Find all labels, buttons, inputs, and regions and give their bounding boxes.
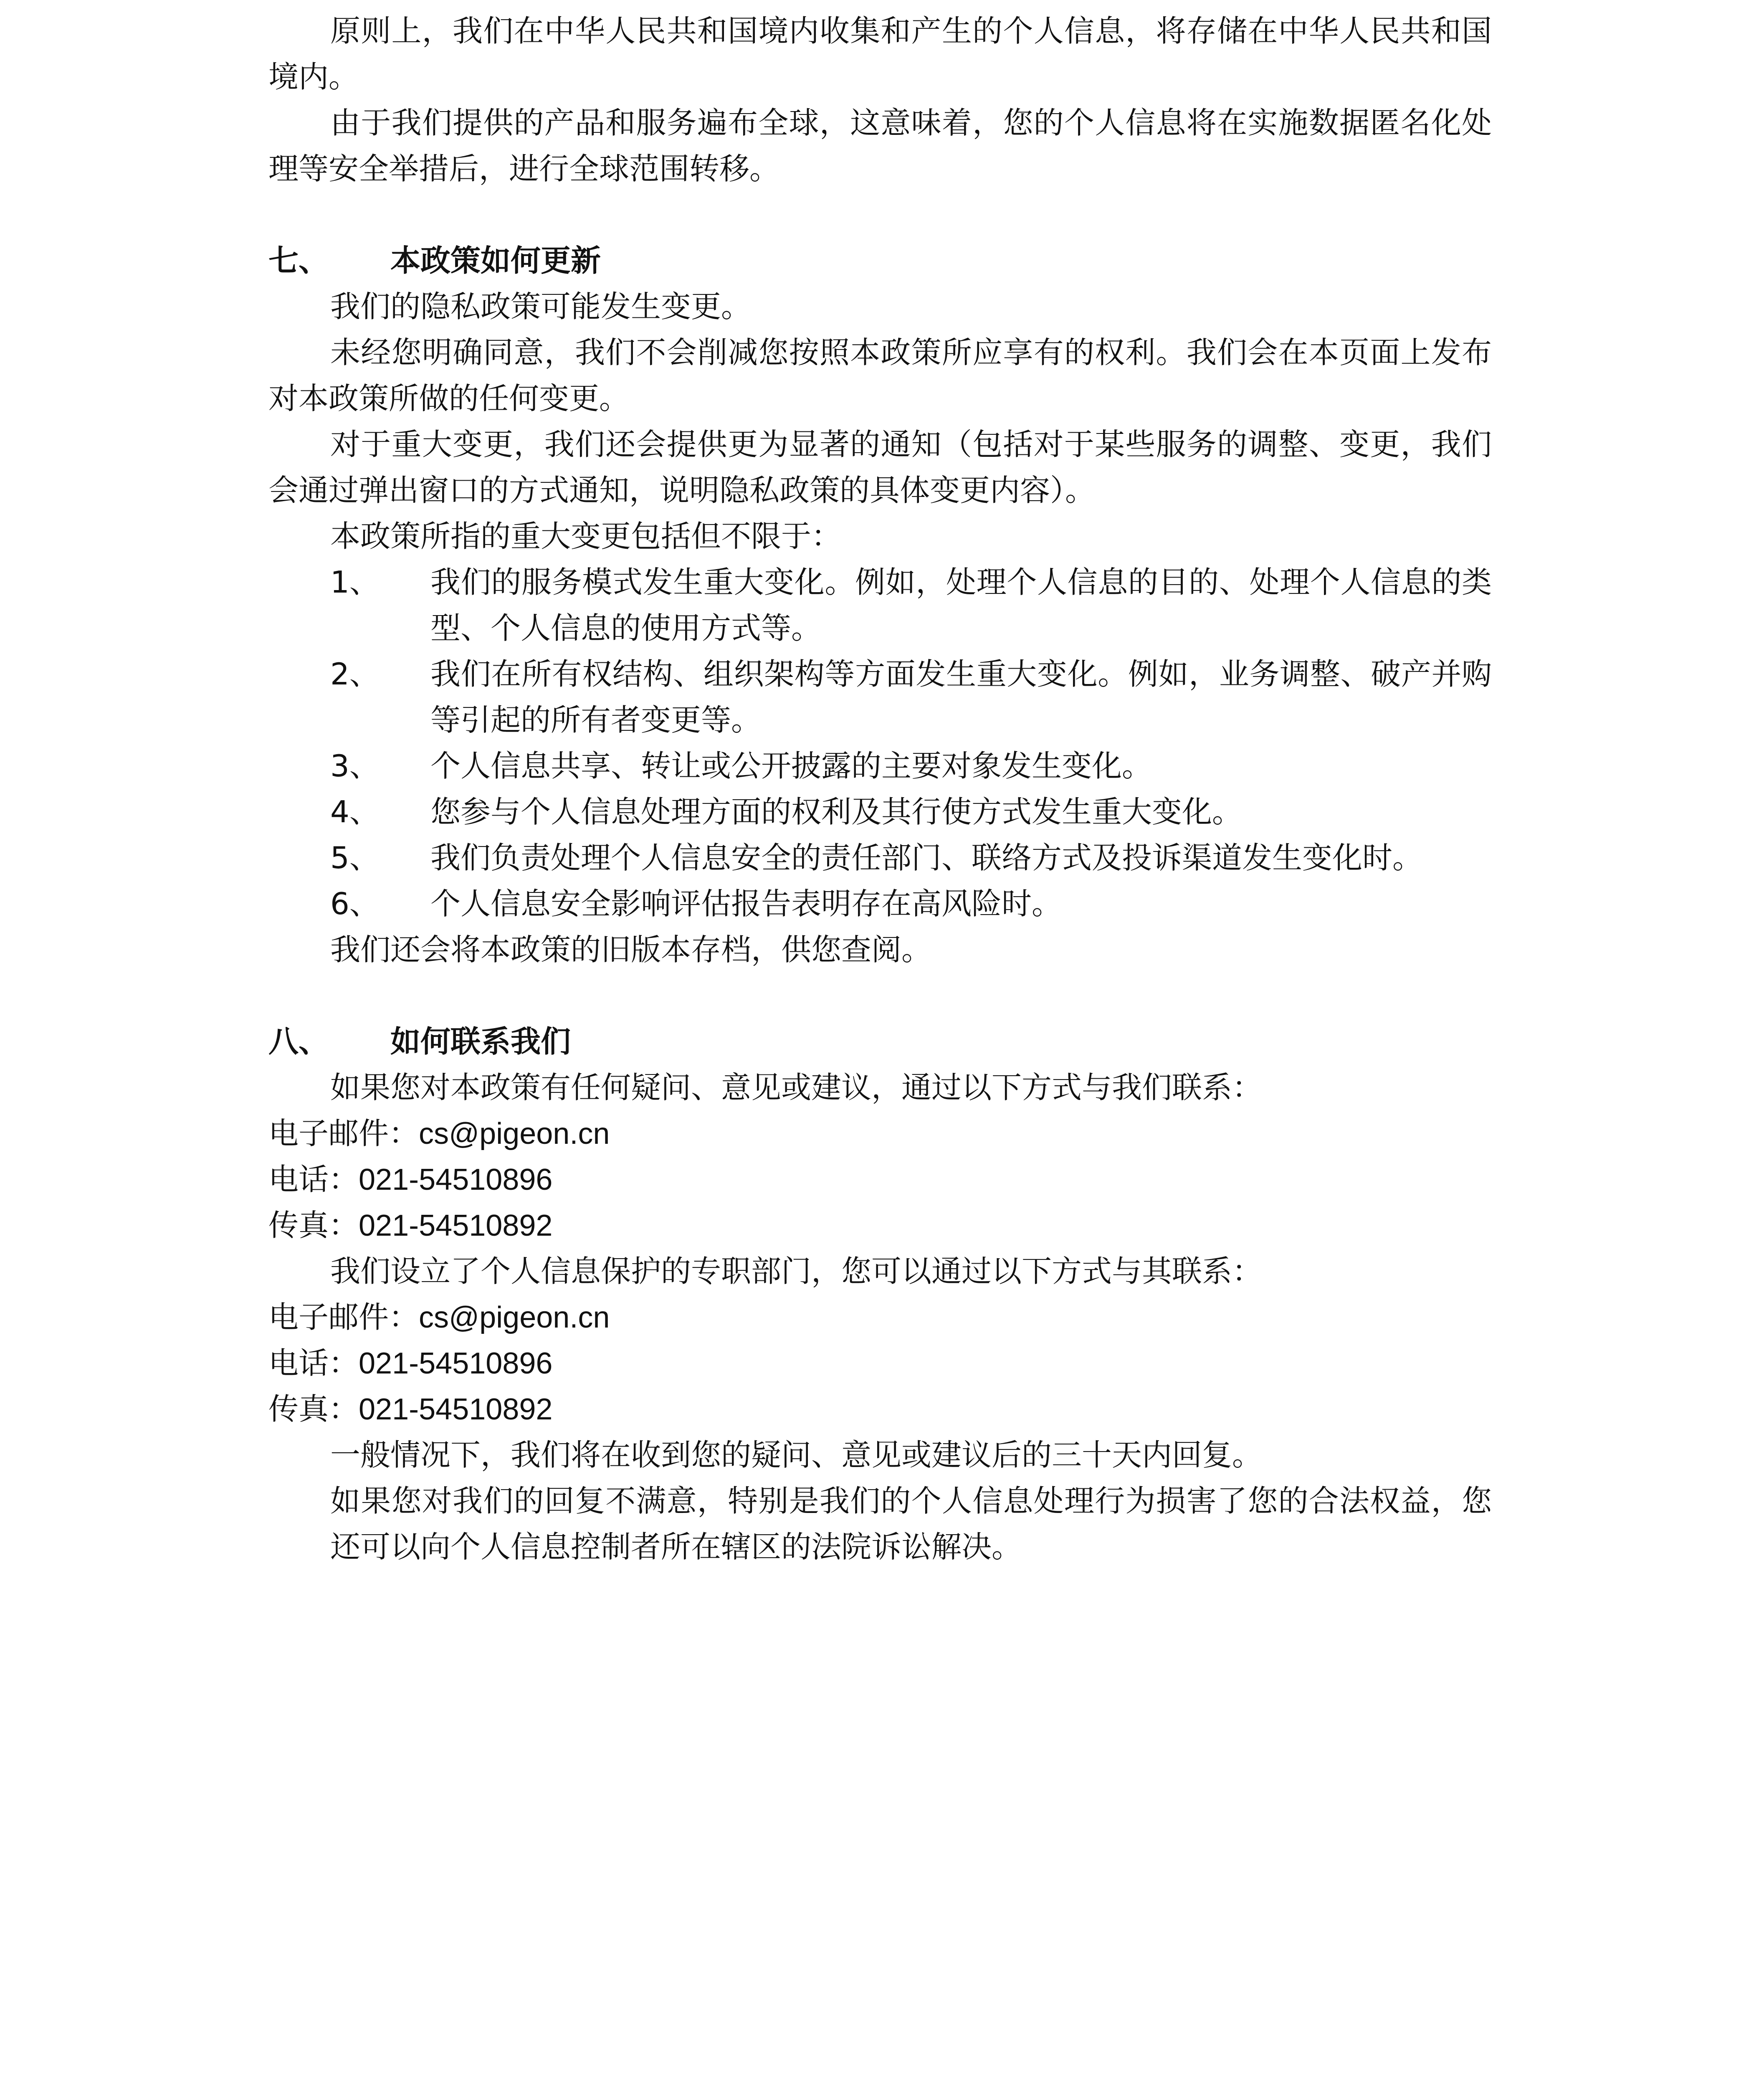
email-address[interactable]: cs@pigeon.cn xyxy=(419,1117,610,1150)
contact-email-line xyxy=(268,1110,610,1157)
section-8-heading xyxy=(268,1019,571,1064)
list-item-text: 我们的服务模式发生重大变化。例如，处理个人信息的目的、处理个人信息的类型、个人信息的使用方式等。 xyxy=(430,565,1492,646)
section-7-title: 本政策如何更新 xyxy=(390,243,601,278)
section-7-paragraph-3: 对于重大变更，我们还会提供更为显著的通知（包括对于某些服务的调整、变更，我们会通过弹出窗口的方式通知，说明隐私政策的具体变更内容）。 xyxy=(268,427,1492,508)
list-item-number: 6、 xyxy=(330,886,380,921)
contact-email-line xyxy=(268,1294,610,1340)
list-item-text: 个人信息安全影响评估报告表明存在高风险时。 xyxy=(430,886,1062,921)
list-item xyxy=(330,789,1492,835)
section-7-paragraph-2: 未经您明确同意，我们不会削减您按照本政策所应享有的权利。我们会在本页面上发布对本政策所做的任何变更。 xyxy=(268,335,1492,416)
fax-label: 传真： xyxy=(268,1391,359,1427)
list-item xyxy=(330,651,1492,743)
list-item-text: 个人信息共享、转让或公开披露的主要对象发生变化。 xyxy=(430,748,1152,783)
list-item-text: 我们在所有权结构、组织架构等方面发生重大变化。例如，业务调整、破产并购等引起的所有者变更等。 xyxy=(430,656,1492,737)
phone-label: 电话： xyxy=(268,1162,359,1197)
fax-number: 021-54510892 xyxy=(359,1393,553,1426)
section-7-paragraph-1: 我们的隐私政策可能发生变更。 xyxy=(330,289,752,324)
contact-phone-line xyxy=(268,1340,552,1386)
email-label: 电子邮件： xyxy=(268,1300,419,1335)
fax-number: 021-54510892 xyxy=(359,1209,553,1242)
list-item xyxy=(330,881,1492,927)
list-item xyxy=(330,559,1492,651)
list-item-number: 3、 xyxy=(330,748,380,783)
list-item xyxy=(330,835,1492,881)
phone-label: 电话： xyxy=(268,1346,359,1381)
intro-paragraph-transfer: 由于我们提供的产品和服务遍布全球，这意味着，您的个人信息将在实施数据匿名化处理等安全举措后，进行全球范围转移。 xyxy=(268,105,1492,186)
document-page xyxy=(268,0,1492,2088)
contact-phone-line xyxy=(268,1156,552,1203)
list-item-number: 2、 xyxy=(330,656,380,692)
section-8-paragraph-2: 我们设立了个人信息保护的专职部门，您可以通过以下方式与其联系： xyxy=(330,1254,1263,1289)
list-item-number: 1、 xyxy=(330,565,380,600)
section-7-number: 七、 xyxy=(268,243,329,278)
email-label: 电子邮件： xyxy=(268,1116,419,1151)
contact-fax-line xyxy=(268,1386,552,1432)
contact-fax-line xyxy=(268,1202,552,1249)
section-8-paragraph-4: 如果您对我们的回复不满意，特别是我们的个人信息处理行为损害了您的合法权益，您还可以向个人信息控制者所在辖区的法院诉讼解决。 xyxy=(330,1483,1492,1564)
list-item-text: 您参与个人信息处理方面的权利及其行使方式发生重大变化。 xyxy=(430,794,1243,829)
section-8-paragraph-1: 如果您对本政策有任何疑问、意见或建议，通过以下方式与我们联系： xyxy=(330,1070,1263,1105)
section-7-paragraph-4: 本政策所指的重大变更包括但不限于： xyxy=(330,519,842,554)
fax-label: 传真： xyxy=(268,1208,359,1243)
section-7-heading xyxy=(268,238,601,284)
section-8-paragraph-3: 一般情况下，我们将在收到您的疑问、意见或建议后的三十天内回复。 xyxy=(330,1437,1263,1472)
section-8-title: 如何联系我们 xyxy=(390,1024,571,1059)
phone-number: 021-54510896 xyxy=(359,1347,553,1380)
email-address[interactable]: cs@pigeon.cn xyxy=(419,1301,610,1334)
list-item-text: 我们负责处理个人信息安全的责任部门、联络方式及投诉渠道发生变化时。 xyxy=(430,840,1423,875)
list-item-number: 5、 xyxy=(330,840,380,875)
section-7-paragraph-5: 我们还会将本政策的旧版本存档，供您查阅。 xyxy=(330,932,932,967)
phone-number: 021-54510896 xyxy=(359,1163,553,1196)
section-8-number: 八、 xyxy=(268,1024,329,1059)
list-item xyxy=(330,743,1492,789)
intro-paragraph-storage: 原则上，我们在中华人民共和国境内收集和产生的个人信息，将存储在中华人民共和国境内。 xyxy=(268,13,1492,94)
list-item-number: 4、 xyxy=(330,794,380,829)
